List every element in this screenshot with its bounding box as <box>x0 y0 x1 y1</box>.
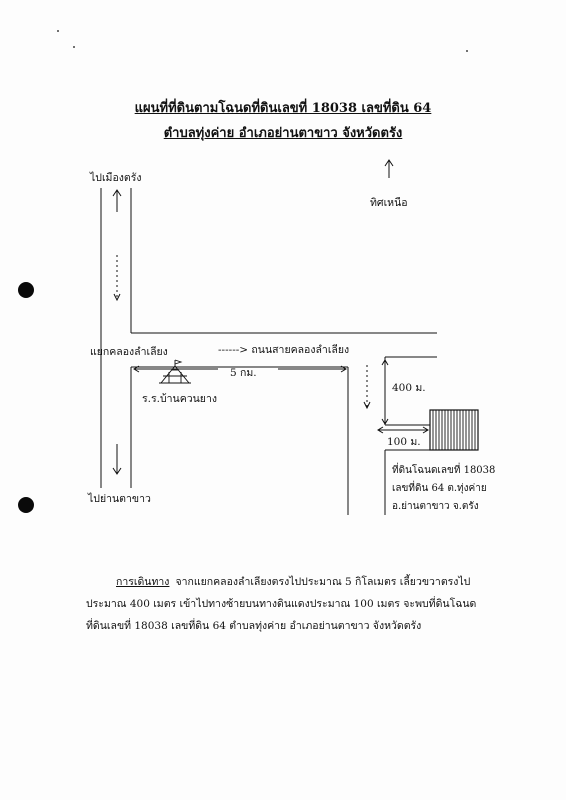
document-subtitle: ตำบลทุ่งค่าย อำเภอย่านตาขาว จังหวัดตรัง <box>163 126 403 141</box>
parcel-label-line1: ที่ดินโฉนดเลขที่ 18038 <box>392 465 496 476</box>
north-arrow-icon <box>385 160 393 178</box>
arrow-up-icon <box>113 190 121 212</box>
dashed-arrow-down-icon <box>114 255 120 300</box>
arrow-down-icon <box>113 444 121 474</box>
parcel-label-line3: อ.ย่านตาขาว จ.ตรัง <box>392 501 479 512</box>
directions-line-1-text: จากแยกคลองลำเลียงตรงไปประมาณ 5 กิโลเมตร เลี้ยวขวาตรงไป <box>175 576 471 588</box>
directions-line-2: ประมาณ 400 เมตร เข้าไปทางซ้ายบนทางดินแดงประมาณ 100 เมตร จะพบที่ดินโฉนด <box>86 598 477 610</box>
parcel-label-line2: เลขที่ดิน 64 ต.ทุ่งค่าย <box>392 483 487 494</box>
north-label: ทิศเหนือ <box>370 197 408 209</box>
directions-line-3: ที่ดินเลขที่ 18038 เลขที่ดิน 64 ตำบลทุ่งค่าย อำเภอย่านตาขาว จังหวัดตรัง <box>86 620 422 632</box>
to-yantakhao-label: ไปย่านตาขาว <box>88 493 151 505</box>
land-parcel-hatching <box>433 410 475 450</box>
distance-100m-label: 100 ม. <box>387 436 421 448</box>
directions-line-1 <box>86 571 516 593</box>
directions-heading: การเดินทาง <box>116 576 170 588</box>
dashed-arrow-side-road-icon <box>364 365 370 408</box>
document-title: แผนที่ที่ดินตามโฉนดที่ดินเลขที่ 18038 เลขที่ดิน 64 <box>134 101 432 116</box>
distance-400m-label: 400 ม. <box>392 382 426 394</box>
to-trang-label: ไปเมืองตรัง <box>90 172 142 184</box>
school-label: ร.ร.บ้านควนยาง <box>142 393 217 405</box>
junction-label: แยกคลองลำเลียง <box>90 346 168 358</box>
road-name-label: ------> ถนนสายคลองลำเลียง <box>218 344 350 356</box>
school-icon <box>159 360 191 383</box>
directions-paragraph <box>86 571 516 637</box>
distance-400m-marker <box>382 360 388 424</box>
distance-5km-label: 5 กม. <box>230 367 257 379</box>
